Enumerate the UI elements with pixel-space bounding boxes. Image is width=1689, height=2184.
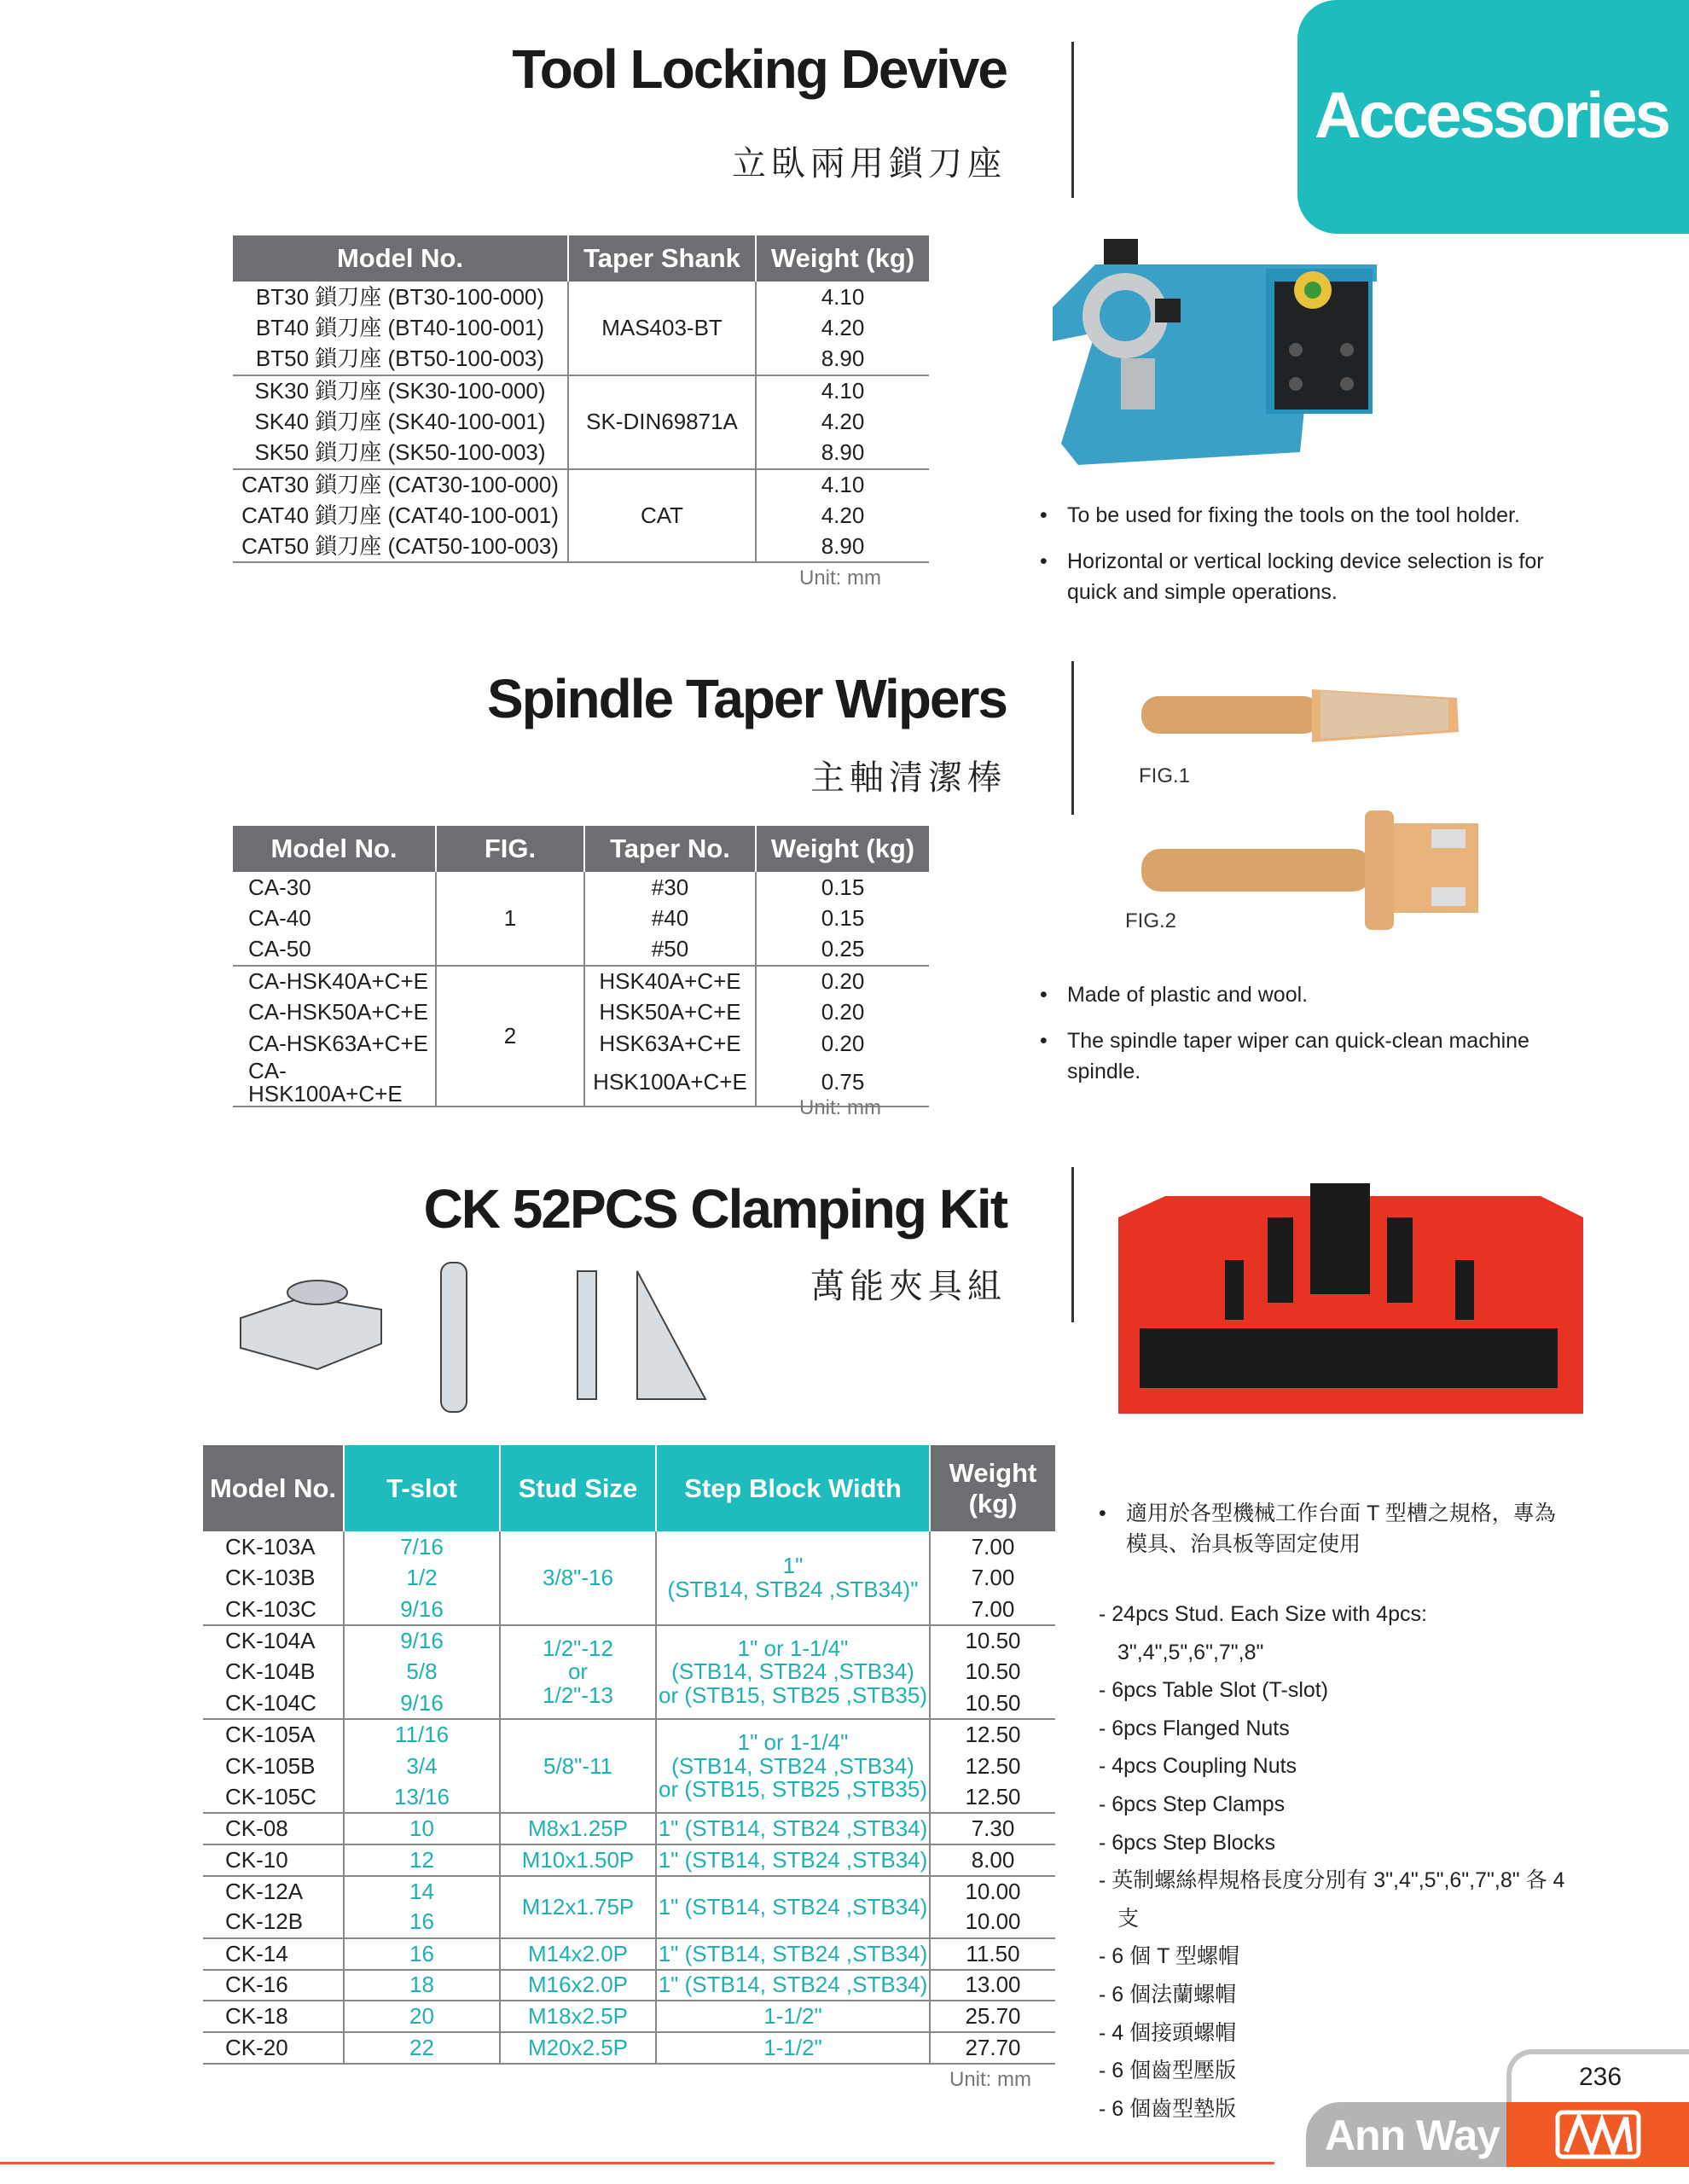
table-cell: HSK63A+C+E	[584, 1028, 756, 1060]
column-header: Taper No.	[584, 826, 756, 872]
table-cell: 18	[344, 1970, 500, 2001]
shared-cell: M16x2.0P	[500, 1970, 656, 2001]
table-cell: CK-16	[203, 1970, 344, 2001]
table-cell: 10.00	[930, 1907, 1055, 1938]
tool-locking-table	[233, 235, 929, 563]
kit-content-item: - 4 個接頭螺帽	[1099, 2020, 1237, 2045]
table-cell: CK-104B	[225, 1658, 316, 1685]
table-cell: 22	[344, 2032, 500, 2064]
column-header: Weight (kg)	[756, 826, 929, 872]
shared-cell: 1" (STB14, STB24 ,STB34)	[656, 1938, 930, 1970]
table-cell: BT50 鎖刀座 (BT50-100-003)	[255, 346, 545, 372]
table-cell: CA-HSK63A+C+E	[248, 1030, 428, 1056]
table-cell: 4.10	[756, 469, 929, 501]
table-cell: 0.20	[756, 1028, 929, 1060]
table-cell: 4.10	[756, 375, 929, 407]
shared-cell: 1/2"-12 or 1/2"-13	[500, 1625, 656, 1719]
section-subtitle-clamping-kit: 萬能夾具組	[810, 1268, 1007, 1305]
table-cell: 11/16	[344, 1719, 500, 1751]
column-header: Taper Shank	[568, 235, 756, 282]
shared-cell: 5/8"-11	[500, 1719, 656, 1813]
section-title-spindle-wipers: Spindle Taper Wipers	[486, 668, 1007, 729]
table-row	[203, 2032, 1055, 2064]
kit-content-item: - 6pcs Step Blocks	[1099, 1830, 1276, 1855]
clamping-parts-drawings	[236, 1258, 714, 1416]
kit-content-item: - 6pcs Table Slot (T-slot)	[1099, 1678, 1329, 1703]
table-cell: SK50 鎖刀座 (SK50-100-003)	[254, 439, 546, 466]
table-cell: CK-12A	[203, 1876, 344, 1908]
shared-cell: M14x2.0P	[500, 1938, 656, 1970]
table-cell: 10.50	[930, 1657, 1055, 1688]
header-row	[203, 1445, 1055, 1531]
table-cell: 11.50	[930, 1938, 1055, 1970]
table-cell: 8.00	[930, 1844, 1055, 1876]
column-header: Weight (kg)	[756, 235, 929, 282]
table-cell: CA-HSK100A+C+E	[233, 1060, 436, 1107]
table-cell: CA-HSK50A+C+E	[248, 999, 428, 1025]
table-cell: 8.90	[756, 344, 929, 375]
shared-cell: 3/8"-16	[500, 1531, 656, 1625]
shared-cell: 1" or 1-1/4" (STB14, STB24 ,STB34) or (STB15, STB25 ,STB35)	[656, 1625, 930, 1719]
tool-locking-device-image	[1044, 230, 1385, 486]
feature-item: • Made of plastic and wool.	[1040, 979, 1552, 1010]
feature-item: • 適用於各型機械工作台面 T 型槽之規格，專為模具、治具板等固定使用	[1099, 1498, 1576, 1560]
table-cell: CK-18	[203, 2001, 344, 2032]
shared-cell: 1" (STB14, STB24 ,STB34)	[656, 1970, 930, 2001]
table-cell: CK-103B	[225, 1565, 316, 1591]
table-cell: 4.20	[756, 500, 929, 531]
shared-cell: M12x1.75P	[500, 1876, 656, 1938]
table-cell: BT40 鎖刀座 (BT40-100-001)	[255, 315, 545, 341]
table-cell: 8.90	[756, 531, 929, 563]
column-header: FIG.	[436, 826, 584, 872]
table-row	[203, 1531, 1055, 1563]
table-cell: CK-20	[203, 2032, 344, 2064]
kit-content-item: - 6 個齒型壓版	[1099, 2059, 1237, 2083]
kit-content-item: - 24pcs Stud. Each Size with 4pcs: 3",4",5",6",7",8"	[1099, 1602, 1427, 1664]
kit-content-item: - 英制螺絲桿規格長度分別有 3",4",5",6",7",8" 各 4 支	[1099, 1868, 1565, 1931]
table-row	[203, 1719, 1055, 1751]
table-cell: 9/16	[344, 1594, 500, 1625]
fig1-label: FIG.1	[1139, 764, 1191, 787]
table-cell: 16	[344, 1907, 500, 1938]
table-cell: 20	[344, 2001, 500, 2032]
brand-name: Ann Way	[1306, 2102, 1506, 2167]
shared-cell: CAT	[568, 469, 756, 563]
brand-logo-icon	[1506, 2102, 1689, 2167]
table-row	[203, 1625, 1055, 1657]
table-cell: 12.50	[930, 1782, 1055, 1814]
clamping-kit-description	[1099, 1498, 1576, 1575]
shared-cell: M8x1.25P	[500, 1813, 656, 1844]
table-cell: 10	[344, 1813, 500, 1844]
shared-cell: M10x1.50P	[500, 1844, 656, 1876]
table-cell: 0.20	[756, 996, 929, 1028]
table-cell: 7/16	[344, 1531, 500, 1563]
shared-cell: 1" or 1-1/4" (STB14, STB24 ,STB34) or (STB15, STB25 ,STB35)	[656, 1719, 930, 1813]
table-row	[233, 872, 929, 903]
kit-content-item: - 6pcs Flanged Nuts	[1099, 1716, 1290, 1740]
divider	[1071, 42, 1074, 198]
category-tab	[1297, 0, 1689, 234]
table-row	[233, 966, 929, 997]
table-cell: CK-12B	[225, 1908, 304, 1935]
table-cell: 7.30	[930, 1813, 1055, 1844]
table-cell: CK-10	[203, 1844, 344, 1876]
table-cell: 8.90	[756, 438, 929, 469]
feature-item: • Horizontal or vertical locking device selection is for quick and simple operations.	[1040, 546, 1552, 607]
divider	[1071, 661, 1074, 815]
table-cell: 5/8	[344, 1657, 500, 1688]
table-cell: 7.00	[930, 1531, 1055, 1563]
table-cell: 0.75	[756, 1060, 929, 1107]
divider	[1071, 1167, 1074, 1322]
table-cell: CK-105B	[225, 1752, 316, 1779]
table-cell: 9/16	[344, 1687, 500, 1719]
kit-content-item: - 6pcs Step Clamps	[1099, 1792, 1286, 1816]
column-header: Weight (kg)	[930, 1445, 1055, 1531]
column-header: Model No.	[233, 235, 568, 282]
table-cell: 7.00	[930, 1594, 1055, 1625]
tool-locking-features	[1040, 500, 1552, 623]
clamping-kit-table	[203, 1445, 1055, 2065]
column-header: Stud Size	[500, 1445, 656, 1531]
section-subtitle-tool-locking: 立臥兩用鎖刀座	[732, 145, 1007, 183]
table-row	[203, 1844, 1055, 1876]
table-cell: #40	[584, 903, 756, 935]
table-cell: 4.20	[756, 406, 929, 438]
table-cell: 14	[344, 1876, 500, 1908]
clamping-kit-image	[1114, 1183, 1588, 1434]
table-cell: 12	[344, 1844, 500, 1876]
table-row	[233, 375, 929, 407]
shared-cell: MAS403-BT	[568, 282, 756, 375]
section-subtitle-spindle-wipers: 主軸清潔棒	[810, 759, 1007, 797]
table-cell: 10.50	[930, 1687, 1055, 1719]
table-cell: 4.20	[756, 313, 929, 345]
shared-cell: 1	[436, 872, 584, 966]
table-cell: CK-14	[203, 1938, 344, 1970]
shared-cell: SK-DIN69871A	[568, 375, 756, 469]
table-cell: HSK100A+C+E	[584, 1060, 756, 1107]
feature-item: • To be used for fixing the tools on the tool holder.	[1040, 500, 1552, 531]
spindle-wiper-table	[233, 826, 929, 1107]
table-cell: 1/2	[344, 1563, 500, 1594]
table-cell: CK-103A	[225, 1533, 316, 1560]
table-cell: 27.70	[930, 2032, 1055, 2064]
kit-content-item: - 6 個法蘭螺帽	[1099, 1982, 1237, 2007]
shared-cell: 1" (STB14, STB24 ,STB34)	[656, 1844, 930, 1876]
table-row	[203, 1813, 1055, 1844]
table-cell: 9/16	[344, 1625, 500, 1657]
table-cell: 0.15	[756, 903, 929, 935]
unit-label: Unit: mm	[799, 1096, 881, 1119]
table-cell: SK40 鎖刀座 (SK40-100-001)	[254, 409, 546, 435]
table-cell: CK-105C	[225, 1783, 316, 1809]
shared-cell: M18x2.5P	[500, 2001, 656, 2032]
table-cell: CAT30 鎖刀座 (CAT30-100-000)	[233, 469, 568, 501]
table-cell: CK-104A	[203, 1625, 344, 1657]
table-cell: CAT40 鎖刀座 (CAT40-100-001)	[241, 502, 559, 528]
unit-label: Unit: mm	[949, 2068, 1031, 2091]
table-cell: CK-104C	[225, 1689, 316, 1716]
shared-cell: 1-1/2"	[656, 2001, 930, 2032]
table-cell: 25.70	[930, 2001, 1055, 2032]
table-cell: BT30 鎖刀座 (BT30-100-000)	[255, 283, 545, 310]
taper-wiper-images	[1141, 682, 1500, 956]
table-cell: 13.00	[930, 1970, 1055, 2001]
table-cell: 12.50	[930, 1719, 1055, 1751]
table-cell: CK-103C	[225, 1595, 316, 1622]
table-cell: CK-08	[203, 1813, 344, 1844]
shared-cell: 2	[436, 966, 584, 1107]
table-cell: CK-105A	[203, 1719, 344, 1751]
shared-cell: 1-1/2"	[656, 2032, 930, 2064]
table-cell: CA-40	[248, 905, 311, 932]
shared-cell: 1" (STB14, STB24 ,STB34)	[656, 1813, 930, 1844]
column-header: Model No.	[203, 1445, 344, 1531]
table-cell: CA-HSK40A+C+E	[233, 966, 436, 997]
table-cell: 4.10	[756, 282, 929, 313]
brand-logo-block	[1506, 2102, 1689, 2167]
table-cell: 13/16	[344, 1782, 500, 1814]
column-header: T-slot	[344, 1445, 500, 1531]
table-cell: HSK40A+C+E	[584, 966, 756, 997]
table-row	[203, 2001, 1055, 2032]
table-cell: #50	[584, 934, 756, 966]
shared-cell: 1" (STB14, STB24 ,STB34)	[656, 1876, 930, 1938]
table-row	[203, 1876, 1055, 1908]
table-cell: #30	[584, 872, 756, 903]
table-row	[233, 282, 929, 313]
table-cell: 3/4	[344, 1751, 500, 1782]
footer-rule	[0, 2162, 1274, 2164]
table-row	[203, 1938, 1055, 1970]
table-cell: HSK50A+C+E	[584, 996, 756, 1028]
clamping-kit-contents	[1099, 1595, 1576, 2128]
table-cell: 7.00	[930, 1563, 1055, 1594]
section-title-clamping-kit: CK 52PCS Clamping Kit	[423, 1178, 1007, 1240]
shared-cell: M20x2.5P	[500, 2032, 656, 2064]
header-row	[233, 235, 929, 282]
table-cell: SK30 鎖刀座 (SK30-100-000)	[233, 375, 568, 407]
table-cell: 10.50	[930, 1625, 1055, 1657]
shared-cell: 1" (STB14, STB24 ,STB34)"	[656, 1531, 930, 1625]
section-title-tool-locking: Tool Locking Devive	[512, 38, 1007, 100]
table-cell: 0.15	[756, 872, 929, 903]
table-row	[203, 1970, 1055, 2001]
table-cell: CAT50 鎖刀座 (CAT50-100-003)	[233, 531, 568, 563]
kit-content-item: - 6 個齒型墊版	[1099, 2096, 1237, 2121]
table-cell: 0.25	[756, 934, 929, 966]
kit-content-item: - 4pcs Coupling Nuts	[1099, 1754, 1297, 1779]
table-cell: CA-30	[248, 874, 311, 900]
table-cell: 10.00	[930, 1876, 1055, 1908]
unit-label: Unit: mm	[799, 566, 881, 590]
table-cell: CA-50	[248, 936, 311, 962]
spindle-wiper-features	[1040, 979, 1552, 1102]
column-header: Model No.	[233, 826, 436, 872]
page-number: 236	[1506, 2049, 1689, 2104]
feature-item: • The spindle taper wiper can quick-clean machine spindle.	[1040, 1025, 1552, 1087]
column-header: Step Block Width	[656, 1445, 930, 1531]
kit-content-item: - 6 個 T 型螺帽	[1099, 1944, 1239, 1969]
table-cell: 0.20	[756, 966, 929, 997]
header-row	[233, 826, 929, 872]
table-row	[233, 469, 929, 501]
table-cell: 16	[344, 1938, 500, 1970]
fig2-label: FIG.2	[1125, 909, 1177, 932]
category-label: Accessories	[1315, 79, 1669, 152]
table-cell: 12.50	[930, 1751, 1055, 1782]
